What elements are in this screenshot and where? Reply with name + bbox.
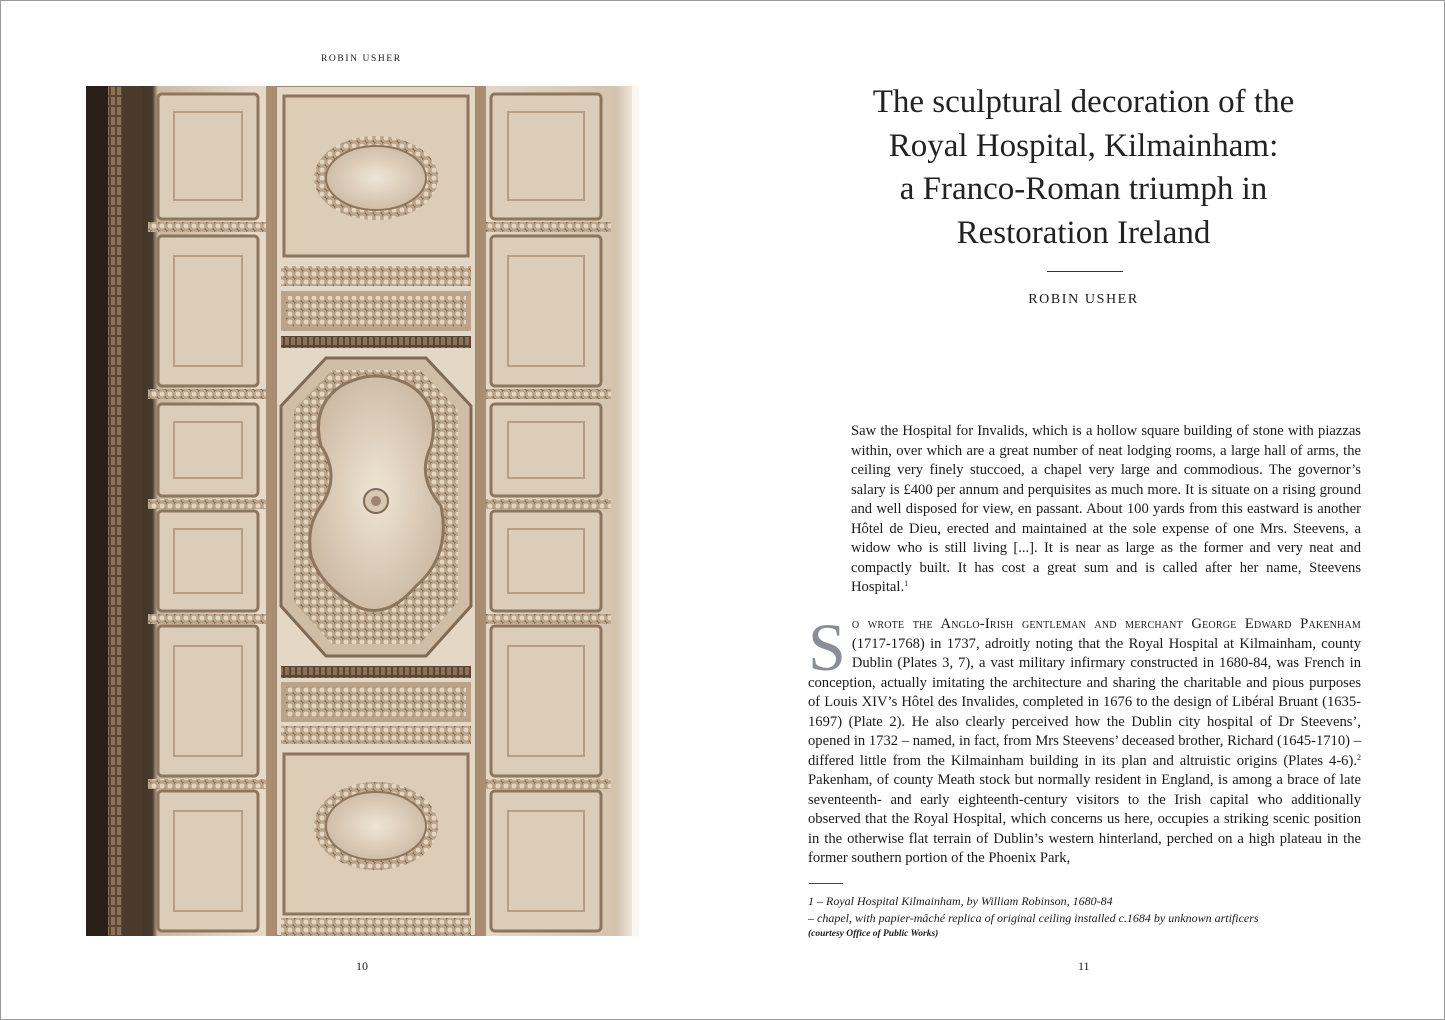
epigraph-text: Saw the Hospital for Invalids, which is a hollow square building of stone with piazzas within, over which are a great number of neat lodging rooms, a large hall of arms, the ceiling very finely stuccoed, a chapel very large and commodious. The governor’s salary is £400 per annum and perquisites as much more. It is situate on a rising ground and well disposed for view, en passant. About 100 yards from this eastward is another Hôtel de Dieu, erected and maintained at the sole expense of one Mrs. Steevens, a widow who is still living [...]. It is near as large as the former and very neat and compactly built. It has cost a great sum and is called after her name, Steevens Hospital.	[851, 423, 1361, 595]
caption-rule	[809, 883, 843, 884]
body-text-part: Pakenham, of county Meath stock but normally resident in England, is among a brace of late seventeenth- and early eighteenth-century visitors to the Irish capital who additionally observed that the Royal Hospital, which concerns us here, occupies a striking scenic position in the otherwise flat terrain of Dublin’s western hinterland, perched on a high plateau in the former southern portion of the Phoenix Park,	[808, 772, 1361, 866]
caption-line: 1 – Royal Hospital Kilmainham, by William Robinson, 1680-84	[808, 894, 1113, 908]
body-text-part: (1717-1768) in 1737, adroitly noting that the Royal Hospital at Kilmainham, county Dublin (Plates 3, 7), a vast military infirmary constructed in 1680-84, was French in conception, actually imitating the architecture and sharing the charitable and pious purposes of Louis XIV’s Hôtel des Invalides, completed in 1676 to the design of Libéral Bruant (1635-1697) (Plate 2). He also clearly perceived how the Dublin city hospital of Dr Steevens’, opened in 1732 – named, in fact, from Mrs Steevens’ deceased brother, Richard (1645-1710) – differed little from the Kilmainham building in its plan and altruistic origins (Plates 4-6).	[808, 635, 1361, 769]
footnote-marker: 1	[904, 579, 909, 588]
title-line: a Franco-Roman triumph in	[899, 171, 1268, 207]
caption-line: – chapel, with papier-mâché replica of original ceiling installed c.1684 by unknown artificers	[808, 911, 1259, 925]
title-line: Restoration Ireland	[956, 214, 1211, 251]
footnote-marker: 2	[1357, 752, 1361, 762]
title-line: Royal Hospital, Kilmainham:	[888, 127, 1279, 164]
author-byline: ROBIN USHER	[1028, 292, 1139, 307]
ceiling-photograph	[86, 86, 639, 936]
body-paragraph	[808, 609, 1361, 869]
ceiling-illustration	[86, 86, 639, 936]
caption-credit: (courtesy Office of Public Works)	[808, 929, 939, 939]
drop-cap: S	[808, 609, 846, 685]
epigraph-quote	[851, 422, 1361, 598]
title-line: The sculptural decoration of the	[872, 84, 1295, 120]
page-number-right: 11	[1078, 959, 1090, 973]
plate-caption	[808, 893, 1368, 941]
lead-in-small-caps: o wrote the Anglo-Irish gentleman and merchant George Edward Pakenham	[851, 616, 1361, 632]
title-divider	[1047, 271, 1123, 272]
article-title	[821, 81, 1346, 255]
running-head: ROBIN USHER	[321, 54, 402, 64]
page-number-left: 10	[356, 959, 368, 973]
